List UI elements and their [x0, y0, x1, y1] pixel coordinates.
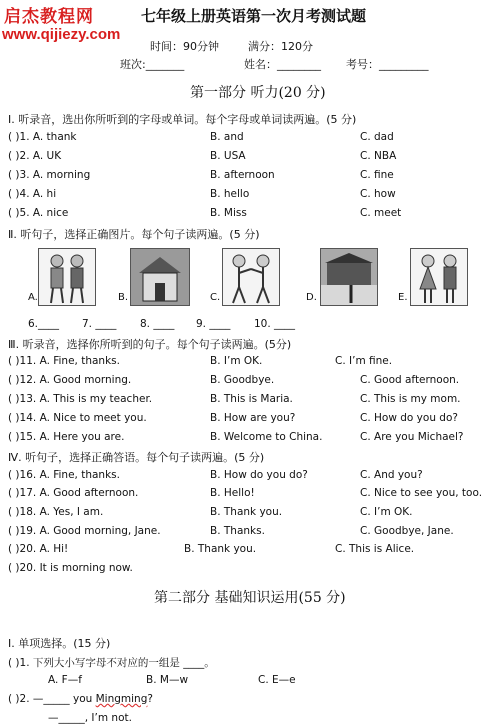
question-row [0, 150, 495, 166]
section1-instruction: Ⅰ. 听录音，选出你所听到的字母或单词。每个字母或单词读两遍。(5 分) [8, 113, 357, 126]
question-text: ( )20. It is morning now. [8, 562, 133, 574]
question-row [0, 543, 495, 559]
option-c: C. And you? [360, 469, 423, 481]
option-a: A. F—f [48, 674, 82, 686]
option-b: B. Miss [210, 207, 247, 219]
question-row [0, 374, 495, 390]
option-b: B. This is Maria. [210, 393, 293, 405]
option-c: C. How do you do? [360, 412, 458, 424]
section5-instruction: Ⅰ. 单项选择。(15 分) [8, 637, 111, 650]
question-row [0, 525, 495, 541]
exam-score: 满分：120分 [248, 40, 313, 53]
option-a: ( )12. A. Good morning. [8, 374, 132, 386]
question-row [0, 712, 495, 728]
option-c: C. Are you Michael? [360, 431, 464, 443]
option-b: B. M—w [146, 674, 189, 686]
option-b: B. and [210, 131, 244, 143]
option-b: B. afternoon [210, 169, 275, 181]
options-row [0, 674, 495, 690]
option-b: B. Thank you. [184, 543, 257, 555]
question-row [0, 207, 495, 223]
option-b: B. Hello! [210, 487, 255, 499]
answer-blank: 9. ____ [196, 318, 231, 330]
option-c: C. Good afternoon. [360, 374, 460, 386]
question-text: ( )1. 下列大小写字母不对应的一组是 ____。 [8, 657, 215, 669]
option-b: B. hello [210, 188, 250, 200]
option-a: ( )15. A. Here you are. [8, 431, 125, 443]
option-a: ( )14. A. Nice to meet you. [8, 412, 147, 424]
name-mingming: Mingming [95, 693, 148, 705]
picture-label-b: B. [118, 292, 129, 303]
site-url: www.qijiezy.com [2, 26, 121, 43]
picture-two-people-icon [38, 248, 96, 306]
option-a: ( )3. A. morning [8, 169, 91, 181]
option-b: B. Welcome to China. [210, 431, 323, 443]
blank-row [0, 318, 495, 334]
option-c: C. E—e [258, 674, 296, 686]
picture-label-c: C. [210, 292, 221, 303]
question-row [0, 188, 495, 204]
option-c: C. fine [360, 169, 394, 181]
option-a: ( )11. A. Fine, thanks. [8, 355, 120, 367]
answer-blank: 8. ____ [140, 318, 175, 330]
question-row [0, 506, 495, 522]
option-a: ( )19. A. Good morning, Jane. [8, 525, 161, 537]
option-c: C. Goodbye, Jane. [360, 525, 454, 537]
question-row [0, 393, 495, 409]
picture-label-e: E. [398, 292, 408, 303]
option-a: ( )13. A. This is my teacher. [8, 393, 153, 405]
part1-title: 第一部分 听力(20 分) [190, 85, 326, 101]
number-field: 考号：_________ [346, 58, 429, 71]
option-b: B. Goodbye. [210, 374, 275, 386]
option-b: B. I’m OK. [210, 355, 263, 367]
question-row [0, 693, 495, 709]
picture-greeting-icon [222, 248, 280, 306]
question-row [0, 487, 495, 503]
question-text: ( )2. —_____ you [8, 693, 96, 705]
picture-house-icon [130, 248, 190, 306]
question-row [0, 355, 495, 371]
picture-label-a: A. [28, 292, 38, 303]
option-b: B. USA [210, 150, 246, 162]
option-c: C. This is Alice. [335, 543, 415, 555]
question-mark: ? [147, 693, 153, 705]
option-b: B. How are you? [210, 412, 296, 424]
option-b: B. How do you do? [210, 469, 308, 481]
question-row [0, 562, 495, 578]
option-b: B. Thanks. [210, 525, 265, 537]
answer-line: —_____, I’m not. [48, 712, 132, 724]
option-a: ( )2. A. UK [8, 150, 62, 162]
option-a: ( )17. A. Good afternoon. [8, 487, 139, 499]
option-a: ( )20. A. Hi! [8, 543, 69, 555]
section3-instruction: Ⅲ. 听录音，选择你所听到的句子。每个句子读两遍。(5分) [8, 338, 292, 351]
answer-blank: 7. ____ [82, 318, 117, 330]
option-a: ( )1. A. thank [8, 131, 77, 143]
question-row [0, 412, 495, 428]
option-a: ( )16. A. Fine, thanks. [8, 469, 120, 481]
question-row [0, 469, 495, 485]
option-c: C. how [360, 188, 396, 200]
part2-title: 第二部分 基础知识运用(55 分) [154, 590, 346, 606]
option-a: ( )18. A. Yes, I am. [8, 506, 104, 518]
picture-children-icon [410, 248, 468, 306]
answer-blank: 10. ____ [254, 318, 296, 330]
option-c: C. meet [360, 207, 402, 219]
question-row [0, 431, 495, 447]
answer-blank: 6.____ [28, 318, 60, 330]
option-c: C. dad [360, 131, 394, 143]
option-a: ( )5. A. nice [8, 207, 69, 219]
question-row [0, 655, 495, 671]
section2-instruction: Ⅱ. 听句子，选择正确图片。每个句子读两遍。(5 分) [8, 228, 260, 241]
option-c: C. I’m fine. [335, 355, 393, 367]
picture-label-d: D. [306, 292, 317, 303]
site-logo: 启杰教程网 [4, 7, 94, 27]
page-title: 七年级上册英语第一次月考测试题 [141, 7, 367, 25]
name-field: 姓名：________ [244, 58, 321, 71]
question-row [0, 131, 495, 147]
option-a: ( )4. A. hi [8, 188, 57, 200]
option-c: C. NBA [360, 150, 397, 162]
option-b: B. Thank you. [210, 506, 283, 518]
picture-gate-icon [320, 248, 378, 306]
option-c: C. Nice to see you, too. [360, 487, 483, 499]
question-row [0, 169, 495, 185]
section4-instruction: Ⅳ. 听句子，选择正确答语。每个句子读两遍。(5 分) [8, 451, 265, 464]
option-c: C. I’m OK. [360, 506, 413, 518]
exam-time: 时间：90分钟 [150, 40, 219, 53]
class-field: 班次:_______ [120, 58, 185, 71]
option-c: C. This is my mom. [360, 393, 461, 405]
question-line [8, 693, 153, 705]
